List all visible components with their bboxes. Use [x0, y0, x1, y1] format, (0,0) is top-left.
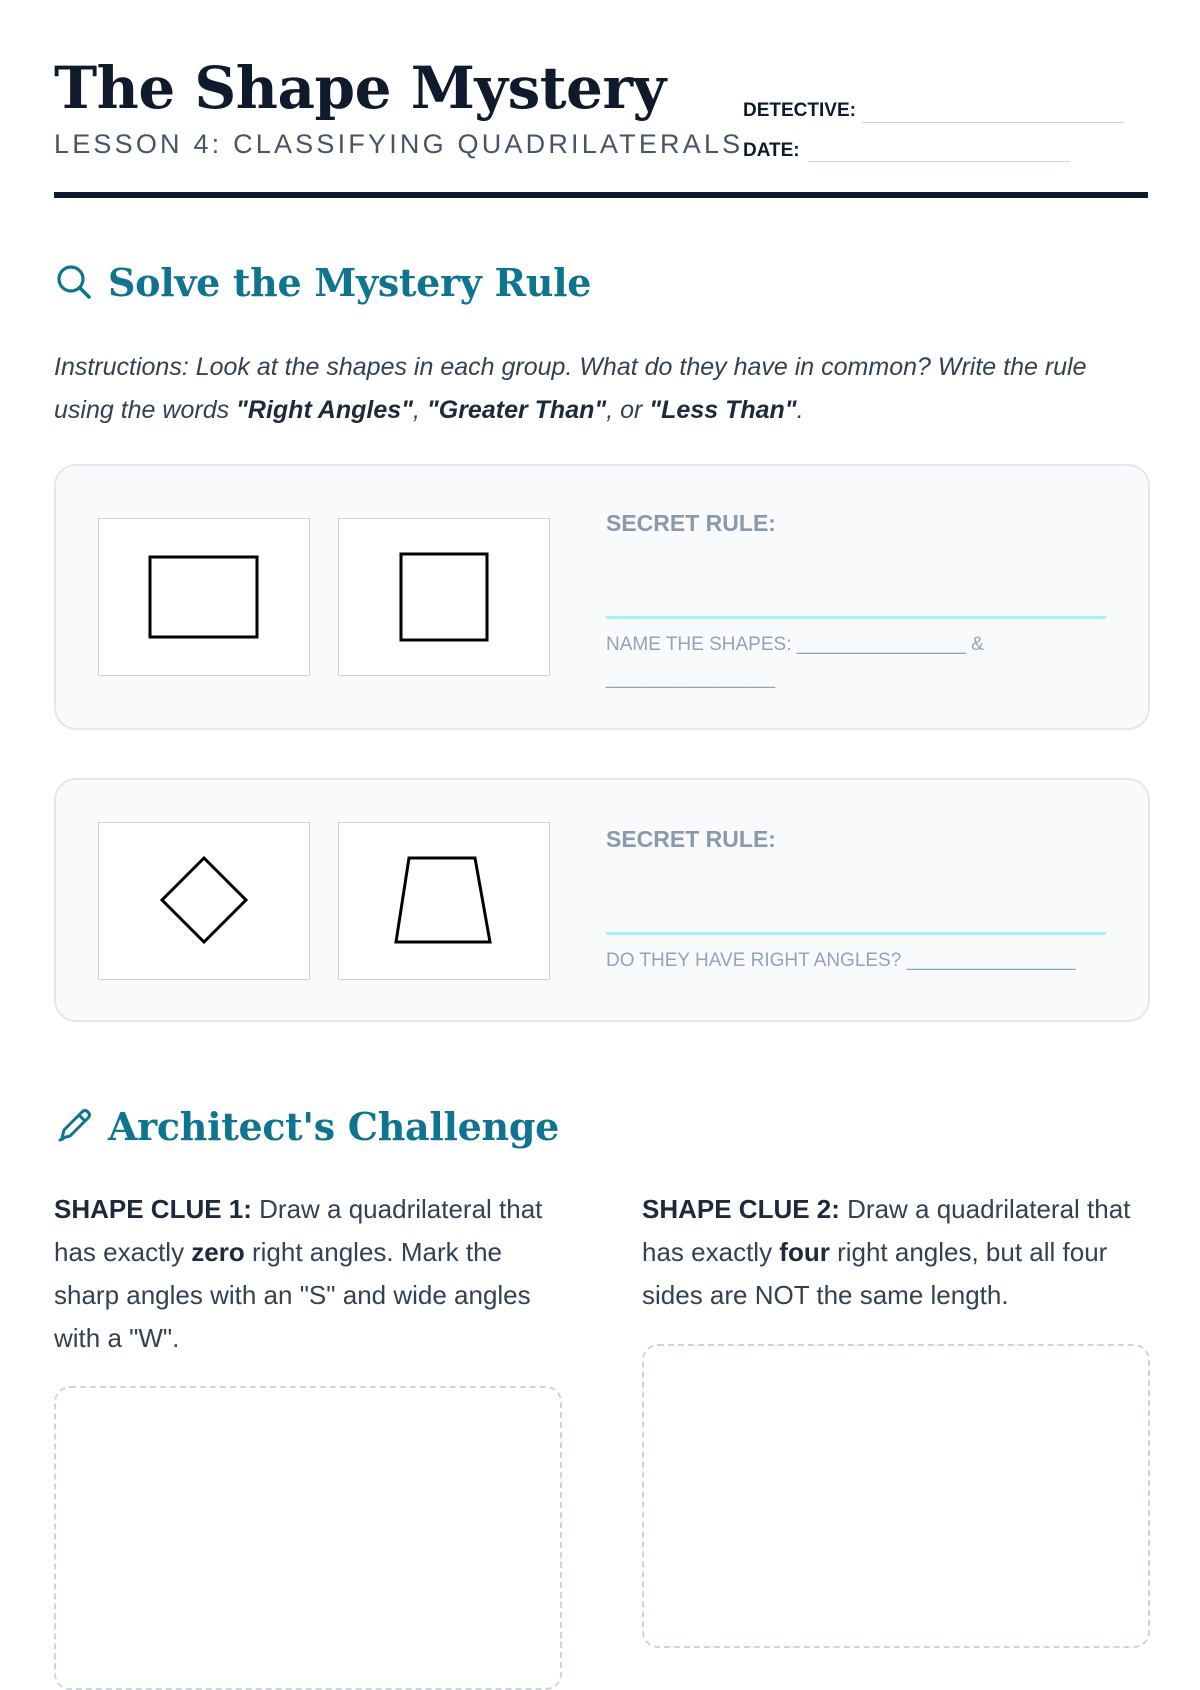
trapezoid-shape	[339, 823, 549, 979]
mystery-group-card	[54, 778, 1150, 1022]
right-angles-prompt: DO THEY HAVE RIGHT ANGLES? ________________	[606, 950, 1076, 971]
instructions-lead: Instructions: Look at the shapes in each group. What do they have in common? Write the rule using the words	[54, 353, 1087, 424]
shape-box	[98, 822, 310, 980]
secret-rule-label: SECRET RULE:	[606, 510, 776, 536]
instructions-separator: ,	[413, 396, 427, 424]
shape-box	[338, 518, 550, 676]
magnifying-glass-icon	[54, 262, 94, 302]
lesson-subtitle: LESSON 4: CLASSIFYING QUADRILATERALS	[54, 129, 744, 159]
detective-label: DETECTIVE:	[743, 100, 856, 121]
shape-clue-1	[54, 1188, 564, 1360]
clue-2-drawing-area[interactable]	[642, 1344, 1150, 1648]
clue-2-emphasis: four	[779, 1237, 830, 1267]
header-divider	[54, 192, 1148, 198]
instructions-end: .	[796, 396, 804, 424]
clue-1-drawing-area[interactable]	[54, 1386, 562, 1690]
term-less-than: "Less Than"	[649, 396, 797, 424]
secret-rule-answer-line[interactable]	[606, 616, 1106, 619]
shape-clue-2	[642, 1188, 1152, 1317]
pencil-icon	[54, 1106, 94, 1146]
worksheet-page	[54, 0, 1148, 1600]
term-right-angles: "Right Angles"	[236, 396, 413, 424]
clue-1-text: right angles. Mark the sharp angles with an "S" and wide angles with a "W".	[54, 1237, 531, 1353]
challenge-heading-text: Architect's Challenge	[108, 1103, 559, 1149]
clue-2-label: SHAPE CLUE 2:	[642, 1194, 840, 1224]
secret-rule-answer-line[interactable]	[606, 932, 1106, 935]
rhombus-shape	[99, 823, 309, 979]
clue-2-text: right angles, but all four sides are NOT the same length.	[642, 1237, 1108, 1310]
term-greater-than: "Greater Than"	[426, 396, 607, 424]
clue-1-text: Draw a quadrilateral that has exactly	[54, 1194, 543, 1267]
date-line[interactable]	[808, 161, 1070, 162]
rectangle-shape	[99, 519, 309, 675]
clue-1-label: SHAPE CLUE 1:	[54, 1194, 252, 1224]
name-the-shapes-prompt: NAME THE SHAPES: ________________ & ________________	[606, 634, 984, 689]
instructions	[54, 346, 1148, 432]
secret-rule-label: SECRET RULE:	[606, 826, 776, 852]
instructions-separator: , or	[606, 396, 650, 424]
mystery-group-card	[54, 464, 1150, 730]
shape-box	[338, 822, 550, 980]
mystery-heading-text: Solve the Mystery Rule	[108, 259, 592, 305]
clue-2-text: Draw a quadrilateral that has exactly	[642, 1194, 1131, 1267]
challenge-section-heading	[54, 1104, 559, 1148]
shape-box	[98, 518, 310, 676]
square-shape	[339, 519, 549, 675]
page-title: The Shape Mystery	[54, 54, 666, 122]
clue-1-emphasis: zero	[191, 1237, 245, 1267]
mystery-section-heading	[54, 260, 591, 304]
date-label: DATE:	[743, 140, 800, 161]
detective-name-line[interactable]	[862, 122, 1124, 123]
